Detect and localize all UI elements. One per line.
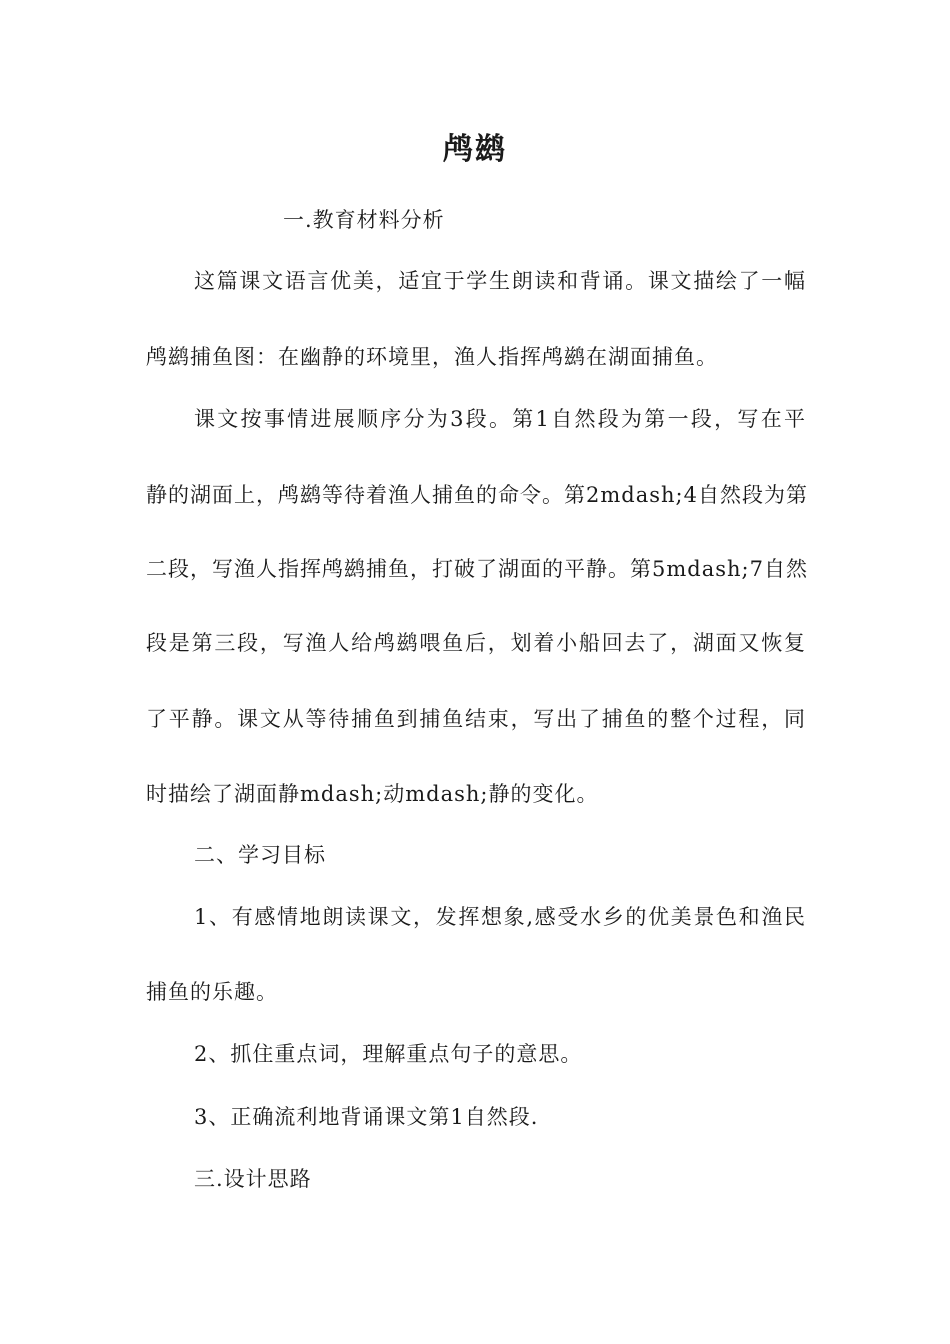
paragraph-line: 鸬鹚捕鱼图：在幽静的环境里，渔人指挥鸬鹚在湖面捕鱼。 [146, 345, 718, 369]
heading-section-3: 三.设计思路 [194, 1167, 312, 1191]
list-item: 2、抓住重点词，理解重点句子的意思。 [194, 1042, 583, 1066]
heading-section-2: 二、学习目标 [194, 843, 326, 867]
paragraph-line: 静的湖面上，鸬鹚等待着渔人捕鱼的命令。第2mdash;4自然段为第 [146, 483, 808, 507]
paragraph-line: 时描绘了湖面静mdash;动mdash;静的变化。 [146, 782, 599, 806]
paragraph-line: 这篇课文语言优美，适宜于学生朗读和背诵。课文描绘了一幅 [194, 269, 806, 293]
heading-section-1: 一.教育材料分析 [283, 208, 445, 232]
list-item: 1、有感情地朗读课文，发挥想象,感受水乡的优美景色和渔民 [194, 905, 806, 929]
paragraph-line: 了平静。课文从等待捕鱼到捕鱼结束，写出了捕鱼的整个过程，同 [146, 707, 806, 731]
paragraph-line: 课文按事情进展顺序分为3段。第1自然段为第一段，写在平 [194, 407, 806, 431]
list-item-continuation: 捕鱼的乐趣。 [146, 980, 278, 1004]
paragraph-line: 段是第三段，写渔人给鸬鹚喂鱼后，划着小船回去了，湖面又恢复 [146, 631, 806, 655]
paragraph-line: 二段，写渔人指挥鸬鹚捕鱼，打破了湖面的平静。第5mdash;7自然 [146, 557, 808, 581]
document-title: 鸬鹚 [443, 132, 507, 167]
list-item: 3、正确流利地背诵课文第1自然段. [194, 1105, 539, 1129]
